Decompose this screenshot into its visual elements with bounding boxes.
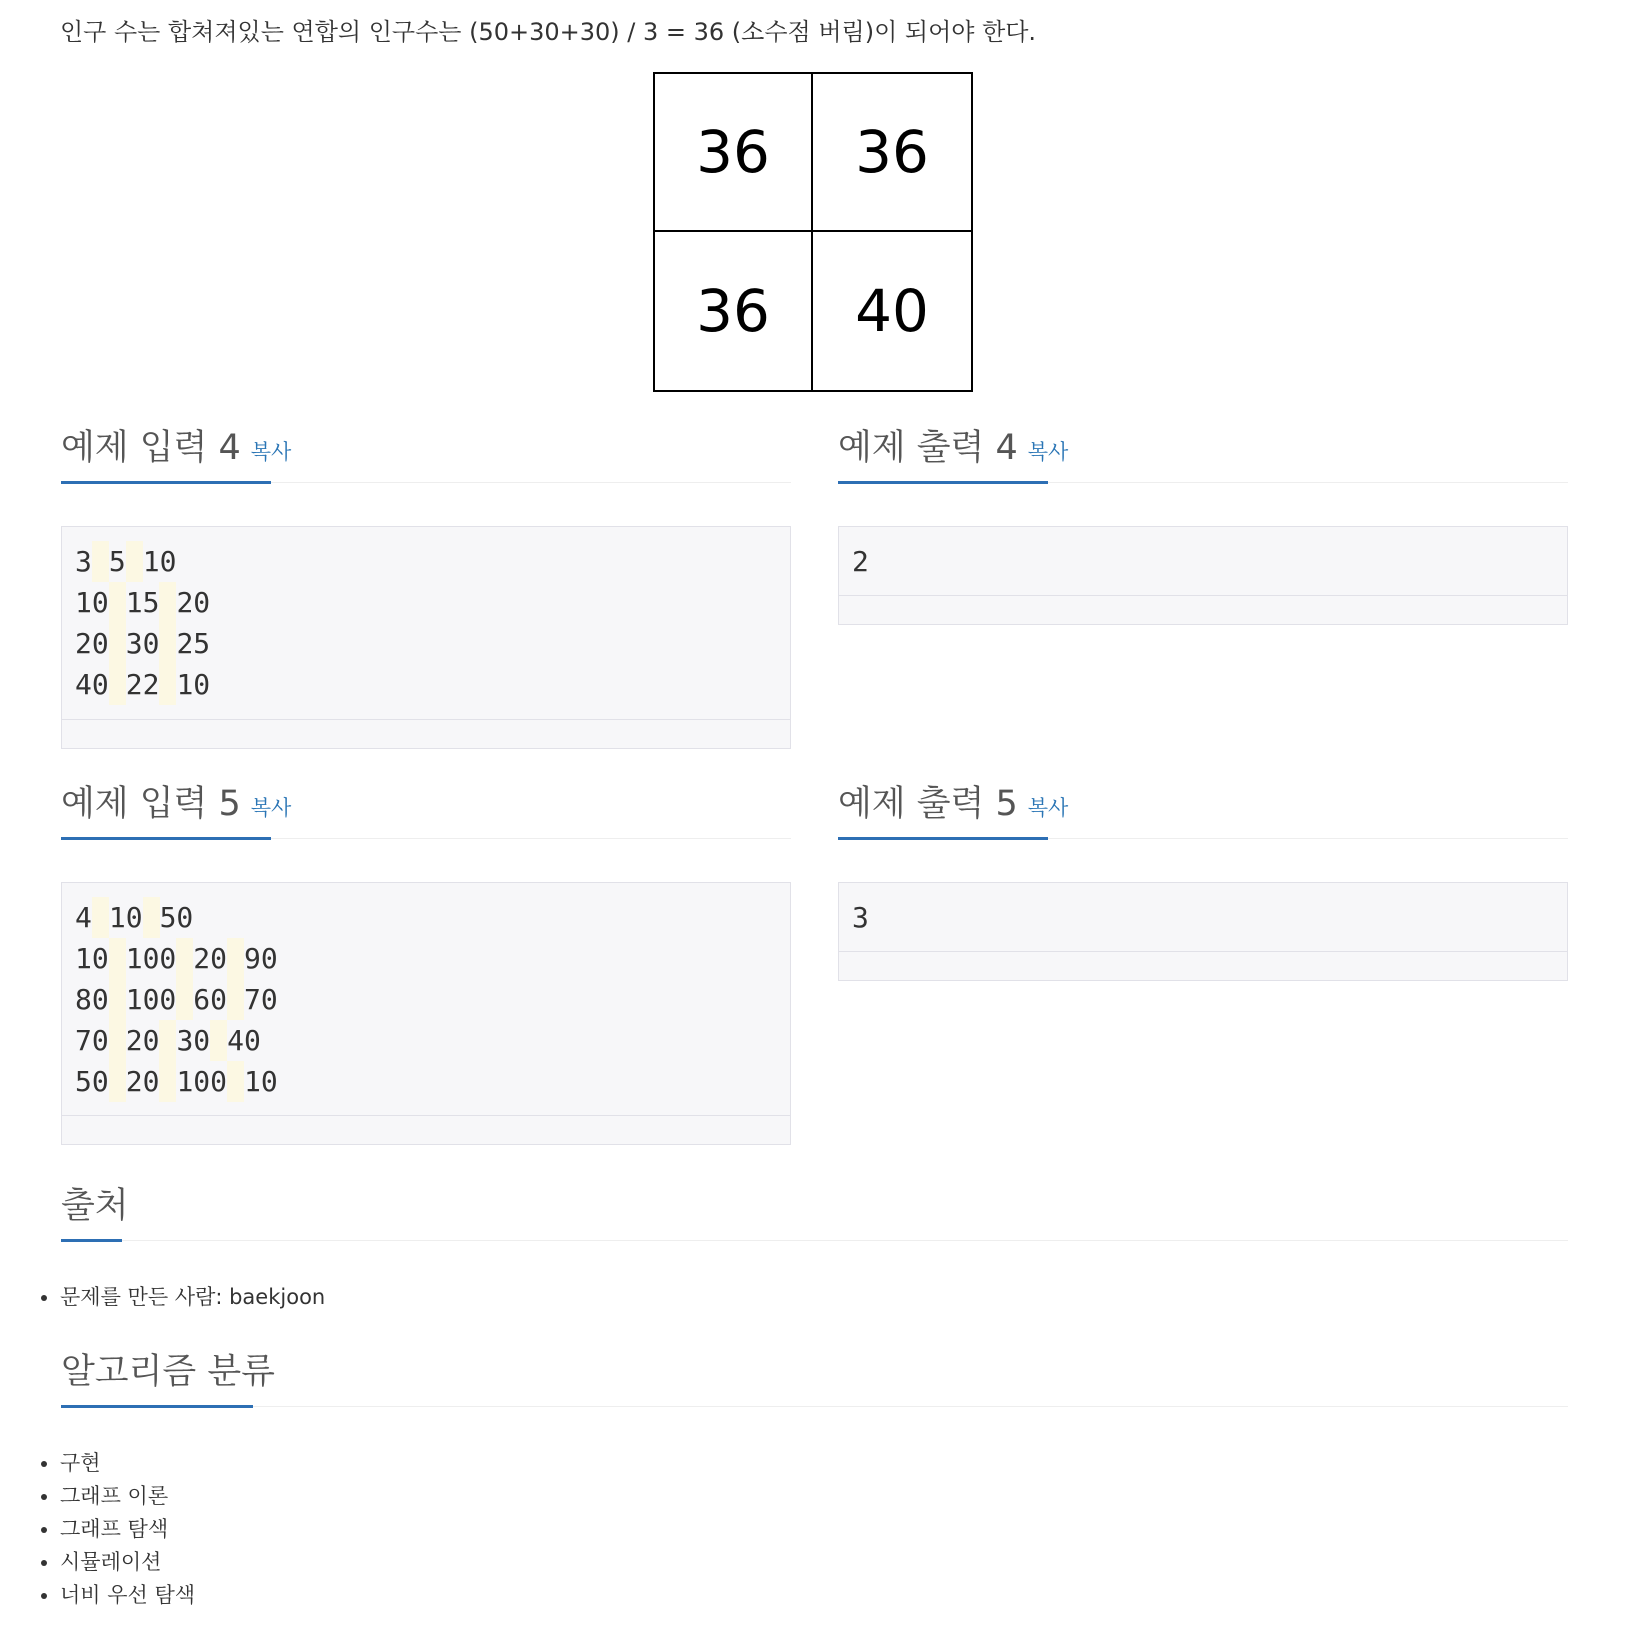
space-marker [109, 582, 126, 623]
source-list [38, 1281, 325, 1314]
sample-line [75, 1061, 777, 1102]
description-line: 인구 수는 합쳐져있는 연합의 인구수는 (50+30+30) / 3 = 36 (소수점 버림)이 되어야 한다. [60, 18, 1037, 46]
box-footer [839, 595, 1567, 624]
sample-line [75, 664, 777, 705]
space-marker [109, 623, 126, 664]
list-item[interactable]: • 너비 우선 탐색 [60, 1579, 195, 1612]
sample-token: 50 [159, 901, 194, 934]
grid-cell: 36 [655, 74, 813, 232]
section-title-text: 예제 출력 5 [838, 784, 1018, 824]
sample-token: 20 [193, 942, 228, 975]
space-marker [227, 938, 244, 979]
sample-token: 40 [75, 668, 109, 701]
space-marker [126, 541, 143, 582]
sample-output-5-section [838, 776, 1568, 839]
sample-token: 3 [75, 545, 92, 578]
sample-token: 22 [125, 668, 160, 701]
list-item[interactable]: • 그래프 탐색 [60, 1513, 195, 1546]
copy-button[interactable]: 복사 [1027, 796, 1069, 820]
sample-input-4-section [61, 420, 791, 483]
space-marker [109, 664, 126, 705]
sample-token: 2 [852, 545, 869, 578]
sample-token: 70 [244, 983, 278, 1016]
sample-token: 3 [852, 901, 869, 934]
sample-token: 20 [176, 586, 211, 619]
grid-cell: 40 [855, 277, 929, 345]
sample-token: 10 [244, 1065, 278, 1098]
sample-token: 5 [108, 545, 126, 578]
space-marker [210, 1020, 227, 1061]
space-marker [92, 897, 109, 938]
sample-output-5-text [839, 883, 1567, 938]
sample-token: 10 [176, 668, 211, 701]
source-section [61, 1178, 1568, 1241]
sample-line [75, 1020, 777, 1061]
sample-line [75, 623, 777, 664]
sample-token: 100 [125, 942, 177, 975]
sample-line [75, 541, 777, 582]
sample-line [75, 582, 777, 623]
space-marker [176, 938, 193, 979]
section-title [838, 776, 1068, 826]
sample-token: 70 [75, 1024, 109, 1057]
section-header [61, 420, 791, 483]
section-header [838, 420, 1568, 483]
section-underline [61, 837, 271, 840]
grid-cell: 36 [655, 232, 813, 390]
sample-input-5-section [61, 776, 791, 839]
section-title [61, 776, 291, 826]
sample-token: 10 [108, 901, 143, 934]
section-title [61, 420, 291, 470]
section-header [61, 776, 791, 839]
space-marker [109, 979, 126, 1020]
sample-token: 30 [176, 1024, 211, 1057]
sample-input-4-box[interactable] [61, 526, 791, 749]
section-header [61, 1344, 1568, 1407]
box-footer [62, 1115, 790, 1144]
sample-token: 60 [193, 983, 228, 1016]
sample-output-4-section [838, 420, 1568, 483]
sample-input-5-box[interactable] [61, 882, 791, 1145]
section-underline [61, 1239, 122, 1242]
sample-token: 25 [176, 627, 211, 660]
list-item[interactable]: • 그래프 이론 [60, 1480, 195, 1513]
space-marker [159, 582, 176, 623]
space-marker [159, 1061, 176, 1102]
section-underline [61, 481, 271, 484]
grid-cell: 36 [813, 74, 971, 232]
algorithm-list [38, 1447, 195, 1612]
space-marker [176, 979, 193, 1020]
sample-token: 50 [75, 1065, 109, 1098]
space-marker [109, 1061, 126, 1102]
sample-token: 30 [125, 627, 160, 660]
sample-input-5-text [62, 883, 790, 1102]
sample-output-4-text [839, 527, 1567, 582]
space-marker [227, 1061, 244, 1102]
space-marker [227, 979, 244, 1020]
list-item[interactable]: • 시뮬레이션 [60, 1546, 195, 1579]
sample-token: 80 [75, 983, 109, 1016]
sample-token: 4 [75, 901, 92, 934]
sample-input-4-text [62, 527, 790, 705]
copy-button[interactable]: 복사 [250, 796, 292, 820]
space-marker [159, 664, 176, 705]
list-item[interactable]: • 구현 [60, 1447, 195, 1480]
sample-line [75, 897, 777, 938]
algorithm-section [61, 1344, 1568, 1407]
section-underline [838, 481, 1048, 484]
sample-token: 10 [142, 545, 177, 578]
sample-line [75, 979, 777, 1020]
space-marker [159, 1020, 176, 1061]
sample-token: 20 [125, 1024, 160, 1057]
sample-line [852, 897, 1554, 938]
box-footer [62, 719, 790, 748]
copy-button[interactable]: 복사 [1027, 440, 1069, 464]
section-title: 출처 [61, 1186, 129, 1226]
list-item: • 문제를 만든 사람: baekjoon [60, 1281, 325, 1314]
space-marker [109, 1020, 126, 1061]
sample-token: 100 [176, 1065, 228, 1098]
section-title [838, 420, 1068, 470]
sample-token: 20 [125, 1065, 160, 1098]
sample-output-5-box[interactable] [838, 882, 1568, 981]
section-header [838, 776, 1568, 839]
sample-output-4-box[interactable] [838, 526, 1568, 625]
section-title: 알고리즘 분류 [61, 1352, 275, 1392]
section-underline [838, 837, 1048, 840]
space-marker [109, 938, 126, 979]
space-marker [92, 541, 109, 582]
sample-token: 100 [125, 983, 177, 1016]
section-title-text: 예제 출력 4 [838, 428, 1018, 468]
population-grid [653, 72, 973, 392]
sample-token: 10 [75, 942, 109, 975]
sample-line [75, 938, 777, 979]
section-underline [61, 1405, 253, 1408]
sample-token: 10 [75, 586, 109, 619]
section-title-text: 예제 입력 4 [61, 428, 241, 468]
sample-token: 15 [125, 586, 160, 619]
sample-token: 20 [75, 627, 109, 660]
sample-line [852, 541, 1554, 582]
space-marker [159, 623, 176, 664]
section-header [61, 1178, 1568, 1241]
box-footer [839, 951, 1567, 980]
sample-token: 40 [227, 1024, 261, 1057]
copy-button[interactable]: 복사 [250, 440, 292, 464]
sample-token: 90 [244, 942, 278, 975]
space-marker [143, 897, 160, 938]
section-title-text: 예제 입력 5 [61, 784, 241, 824]
